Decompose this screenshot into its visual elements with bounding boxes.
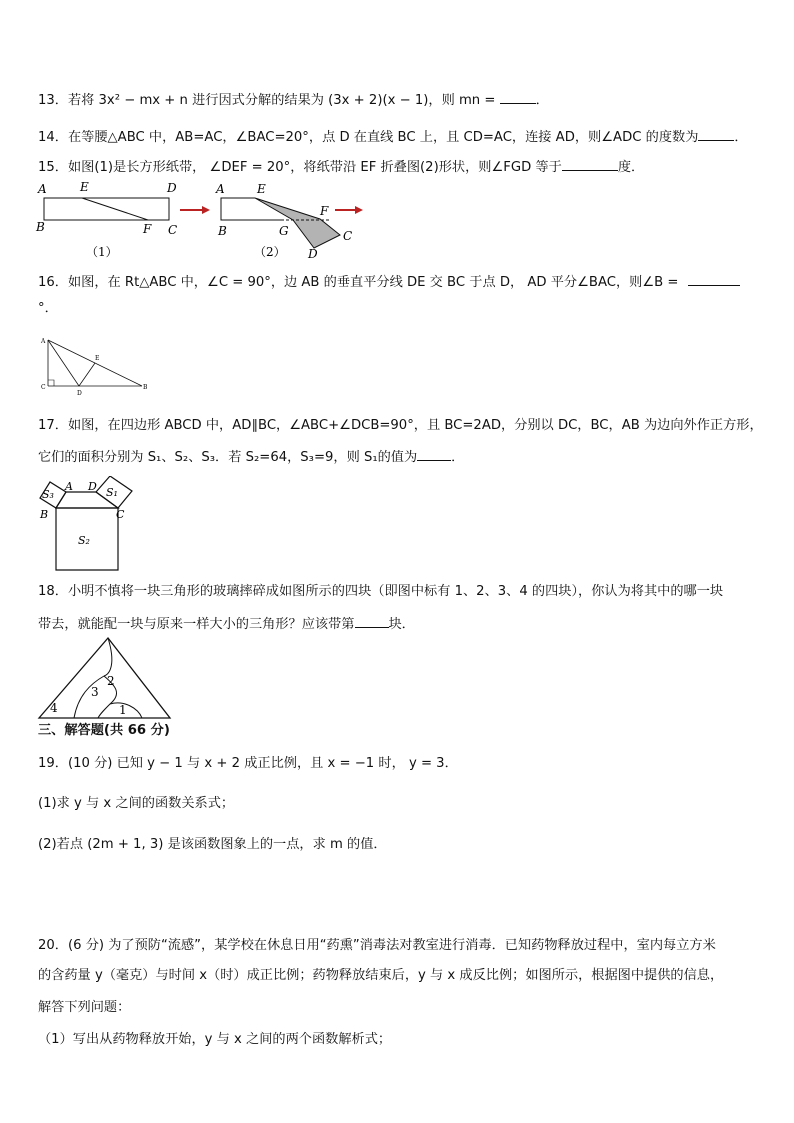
question-20-line-3: 解答下列问题：: [38, 1000, 131, 1015]
svg-text:E: E: [257, 182, 266, 196]
svg-text:D: D: [88, 480, 97, 493]
svg-text:B: B: [143, 384, 148, 391]
question-17-line-2: 它们的面积分别为 S₁、S₂、S₃．若 S₂=64，S₃=9，则 S₁的值为 ．: [38, 447, 464, 467]
fold-line-ef: [82, 198, 148, 220]
question-14: 14．在等腰△ABC 中，AB=AC，∠BAC=20°，点 D 在直线 BC 上，且 CD=AC，连接 AD，则∠ADC 的度数为 ．: [38, 127, 748, 147]
svg-text:A: A: [38, 182, 47, 196]
svg-text:B: B: [40, 508, 49, 521]
question-15-text: 15．如图(1)是长方形纸带， ∠DEF = 20°，将纸带沿 EF 折叠图(2)形状，则∠FGD 等于: [38, 160, 562, 175]
answer-blank: [562, 157, 618, 171]
right-triangle-figure: [38, 334, 150, 396]
answer-blank: [688, 272, 740, 286]
svg-text:S₃: S₃: [42, 488, 54, 501]
question-16: [38, 272, 740, 292]
svg-text:C: C: [116, 508, 125, 521]
answer-blank: [500, 90, 536, 104]
arrow-head-icon: [202, 206, 210, 214]
question-16-text: 16．如图，在 Rt△ABC 中，∠C = 90°，边 AB 的垂直平分线 DE 交 BC 于点 D， AD 平分∠BAC，则∠B =: [38, 275, 679, 290]
svg-text:S₁: S₁: [106, 486, 118, 499]
svg-text:C: C: [41, 384, 46, 391]
question-18-line-2: 带去，就能配一块与原来一样大小的三角形？应该带第 块．: [38, 614, 415, 634]
triangle-outline: [39, 638, 170, 718]
section-heading: 三、解答题(共 66 分): [38, 723, 170, 738]
svg-text:A: A: [65, 480, 73, 493]
question-17-line-1: 17．如图，在四边形 ABCD 中，AD∥BC，∠ABC+∠DCB=90°，且 BC=2AD，分别以 DC，BC，AB 为边向外作正方形，: [38, 418, 763, 433]
svg-text:B: B: [218, 224, 227, 238]
question-20-line-2: 的含药量 y（毫克）与时间 x（时）成正比例；药物释放结束后，y 与 x 成反比例；如图所示，根据图中提供的信息，: [38, 968, 724, 983]
arrow-head-icon: [355, 206, 363, 214]
svg-text:E: E: [80, 180, 89, 194]
question-16-end: °．: [38, 301, 58, 316]
svg-text:4: 4: [50, 701, 58, 715]
squares-figure: [34, 476, 136, 578]
question-19-part-2: (2)若点 (2m + 1, 3) 是该函数图象上的一点，求 m 的值．: [38, 837, 387, 852]
question-15: 15．如图(1)是长方形纸带， ∠DEF = 20°，将纸带沿 EF 折叠图(2)形状，则∠FGD 等于 度．: [38, 157, 644, 177]
question-13-text: 13．若将 3x² − mx + n 进行因式分解的结果为 (3x + 2)(x − 1)，则 mn =: [38, 93, 500, 108]
question-19: 19．(10 分) 已知 y − 1 与 x + 2 成正比例，且 x = −1 时， y = 3．: [38, 756, 458, 771]
svg-text:D: D: [167, 181, 177, 195]
answer-blank: [355, 614, 389, 628]
question-14-text: 14．在等腰△ABC 中，AB=AC，∠BAC=20°，点 D 在直线 BC 上，且 CD=AC，连接 AD，则∠ADC 的度数为: [38, 130, 699, 145]
svg-text:C: C: [168, 223, 178, 237]
question-19-part-1: (1)求 y 与 x 之间的函数关系式；: [38, 796, 235, 811]
question-20-part-1: （1）写出从药物释放开始，y 与 x 之间的两个函数解析式；: [38, 1032, 392, 1047]
svg-text:A: A: [41, 338, 46, 345]
svg-text:3: 3: [91, 685, 99, 699]
strip-rect-1: [44, 198, 169, 220]
svg-text:D: D: [77, 390, 82, 396]
svg-text:2: 2: [107, 674, 115, 688]
right-angle-mark: [48, 380, 54, 386]
svg-text:F: F: [143, 222, 152, 236]
answer-blank: [417, 447, 451, 461]
broken-glass-figure: [34, 634, 176, 720]
folding-strip-figure: [30, 176, 380, 262]
question-20-line-1: 20．(6 分) 为了预防“流感”，某学校在休息日用“药熏”消毒法对教室进行消毒．已知药物释放过程中，室内每立方米: [38, 938, 716, 953]
svg-text:（2）: （2）: [254, 245, 286, 259]
svg-text:S₂: S₂: [78, 534, 90, 547]
svg-text:C: C: [343, 229, 353, 243]
svg-text:E: E: [95, 355, 100, 362]
question-13: 13．若将 3x² − mx + n 进行因式分解的结果为 (3x + 2)(x − 1)，则 mn = ．: [38, 90, 549, 110]
question-18-line-1: 18．小明不慎将一块三角形的玻璃摔碎成如图所示的四块（即图中标有 1、2、3、4 的四块），你认为将其中的哪一块: [38, 584, 724, 599]
answer-blank: [698, 127, 734, 141]
svg-text:1: 1: [119, 703, 127, 717]
svg-text:G: G: [279, 224, 289, 238]
strip-rect-2: [221, 198, 281, 220]
svg-text:A: A: [216, 182, 225, 196]
svg-text:B: B: [36, 220, 45, 234]
svg-text:F: F: [320, 204, 329, 218]
svg-text:D: D: [308, 247, 318, 261]
svg-text:（1）: （1）: [86, 245, 118, 259]
